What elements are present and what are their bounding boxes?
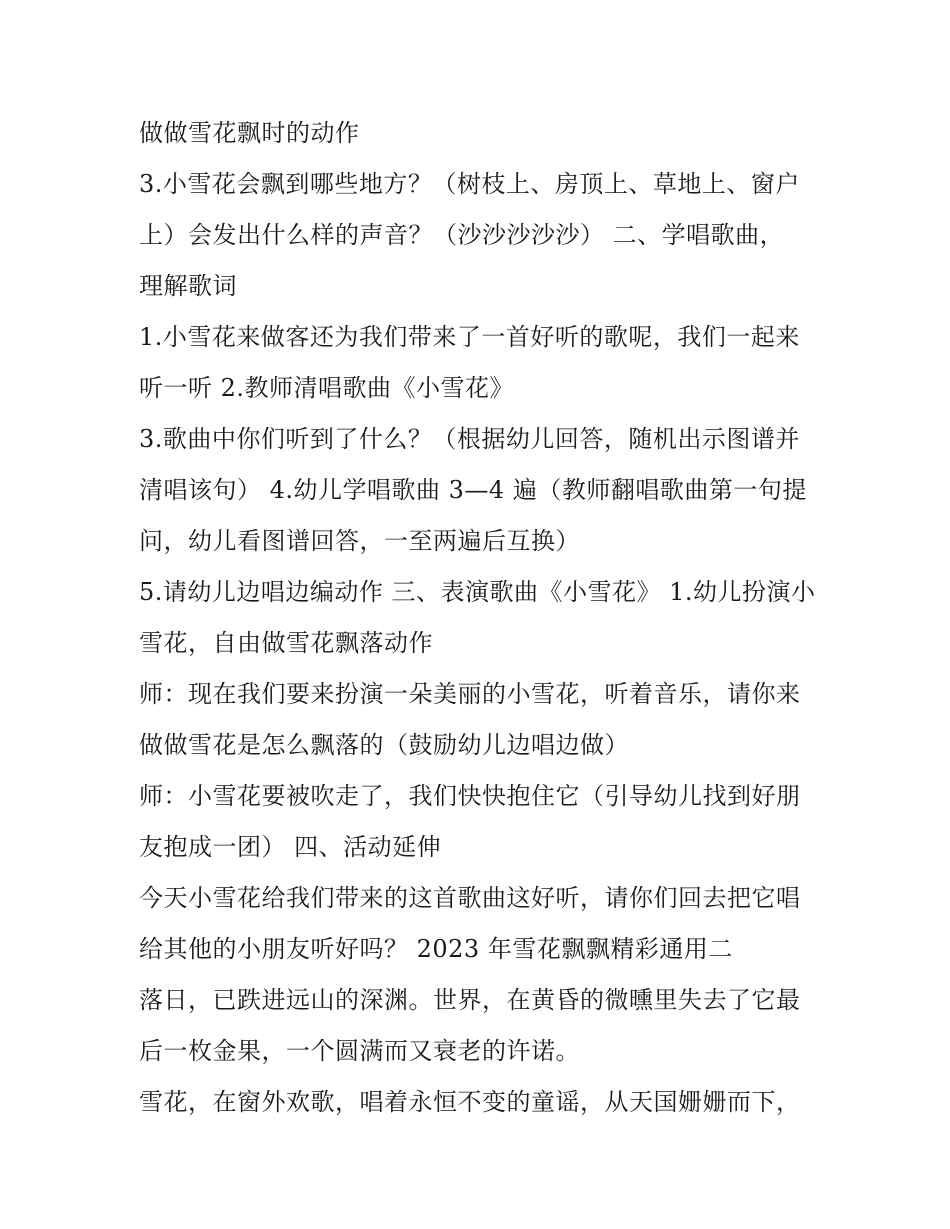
text-line-5: 1.小雪花来做客还为我们带来了一首好听的歌呢，我们一起来 xyxy=(139,323,800,351)
text-line-9: 问，幼儿看图谱回答，一至两遍后互换） xyxy=(139,527,580,555)
text-line-13: 做做雪花是怎么飘落的（鼓励幼儿边唱边做） xyxy=(139,731,629,759)
text-line-12: 师：现在我们要来扮演一朵美丽的小雪花，听着音乐，请你来 xyxy=(139,680,801,708)
text-line-17: 给其他的小朋友听好吗？ 2023 年雪花飘飘精彩通用二 xyxy=(139,935,733,963)
text-line-10: 5.请幼儿边唱边编动作 三、表演歌曲《小雪花》 1.幼儿扮演小 xyxy=(139,578,816,606)
text-line-3: 上）会发出什么样的声音？（沙沙沙沙沙） 二、学唱歌曲， xyxy=(139,221,785,249)
document-body xyxy=(139,108,829,1128)
text-line-20: 雪花，在窗外欢歌，唱着永恒不变的童谣，从天国姗姗而下， xyxy=(139,1088,801,1116)
text-line-7: 3.歌曲中你们听到了什么？（根据幼儿回答，随机出示图谱并 xyxy=(139,425,800,453)
text-line-16: 今天小雪花给我们带来的这首歌曲这好听，请你们回去把它唱 xyxy=(139,884,801,912)
text-line-19: 后一枚金果，一个圆满而又衰老的许诺。 xyxy=(139,1037,580,1065)
text-line-14: 师：小雪花要被吹走了，我们快快抱住它（引导幼儿找到好朋 xyxy=(139,782,801,810)
text-line-15: 友抱成一团） 四、活动延伸 xyxy=(139,833,442,861)
text-line-6: 听一听 2.教师清唱歌曲《小雪花》 xyxy=(139,374,515,402)
text-line-1: 做做雪花飘时的动作 xyxy=(139,119,360,147)
text-line-11: 雪花，自由做雪花飘落动作 xyxy=(139,629,433,657)
text-line-4: 理解歌词 xyxy=(139,272,237,300)
text-line-2: 3.小雪花会飘到哪些地方？（树枝上、房顶上、草地上、窗户 xyxy=(139,170,800,198)
text-line-8: 清唱该句） 4.幼儿学唱歌曲 3—4 遍（教师翻唱歌曲第一句提 xyxy=(139,476,807,504)
text-line-18: 落日，已跌进远山的深渊。世界，在黄昏的微曛里失去了它最 xyxy=(139,986,801,1014)
